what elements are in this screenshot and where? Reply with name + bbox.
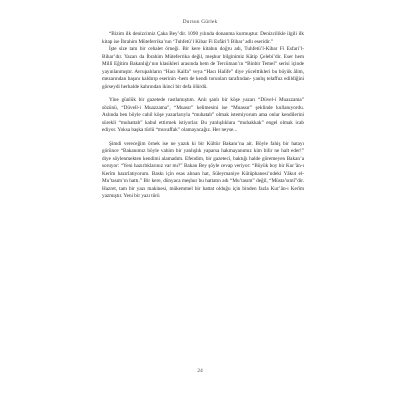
paragraph-ignorance-example: İşte size tam bir cehalet örneği. Bir kere kitabın doğru adı, Tuhfetü’l-Kibar Fi Esfari’l-Bihar’dır. Yazarı da İbrahim Müteferrika değil, meşhur bilginimiz Kâtip Çelebi’dir. Eser hem Millî Eğitim Bakanlığı’nın klasikleri arasında hem de Tercüman’ın “Binbir Temel” serisi içinde yayınlanmıştır. Avrupalıların “Hacı Kalfa” veya “Hacı Halife” diye yücelttikleri bu büyük âlim, mezarından başını kaldırıp eserinin -hem de kendi torunları tarafından- yanlış telaffuz edildiğini görseydi herhalde kahrından ikinci bir defa ölürdü. [102,46,304,90]
running-header-author: Dursun Gürlek [182,19,218,25]
paragraph-quote: “Bizim ilk denizcimiz Çaka Bey’dir. 1090 yılında donanma kurmuştur. Denizcilikle ilgili ilk kitap ise İbrahim Müteferrika’nın ‘Tuhfetü’l Kibar Fi Esfâri’l Bihar’ adlı eseridir.” [102,31,304,45]
paragraph-minister: Şimdi vereceğim örnek ise ne yazık ki bir Kültür Bakanı’na ait. Böyle fahiş bir hatayı görünce “Bakanımız böyle vahim bir yanlışlık yaparsa hakmayanımız kim bilir ne halt eder!” diye söylenmekten kendimi alamadım. Efendim, bir gazeteci, baktığı halde göremeyen Bakan’a soruyor: “Yeni hazırlıklarınız var mı?” Bakan Bey şöyle cevap veriyor: “Büyük boy bir Kur’ân-ı Kerîm hazırlatıyorum. Baskı için esas alınan hat, Süleymaniye Kütüphanesi’ndeki Yâkut el-Mu’tasım’ın hattı.” Bir kere, dünyaca meşhur bu hattatın adı “Mu’tasım” değil, “Müsta’sımî”dir. Hazret, tam bir yazı makinesi, mükemmel bir hattat olduğu için binden fazla Kur’ân-ı Kerîm yazmıştır. Yeni bir yazı türü [102,140,304,199]
paragraph-columnist: Yine günlük bir gazetede rastlamıştım. Anlı şanlı bir köşe yazarı “Düvel-i Muazzama” sözünü, “Düvell-i Muazzama”, “Muasır” kelimesini ise “Muassır” şeklinde kullanıyordu. Aslında ben böyle cahil köşe yazarlarıyla “muhatab” olmak istemiyorum ama onlar kendilerini sürekli “muhattab” kabul ettirmek istiyorlar. Bu yanlışlıklara “muhakkak” engel olmak icab ediyor. Yoksa başka türlü “muvaffak” olamayacağız. Her neyse... [102,97,304,133]
page-number: 24 [197,368,203,374]
body-text [102,31,304,201]
